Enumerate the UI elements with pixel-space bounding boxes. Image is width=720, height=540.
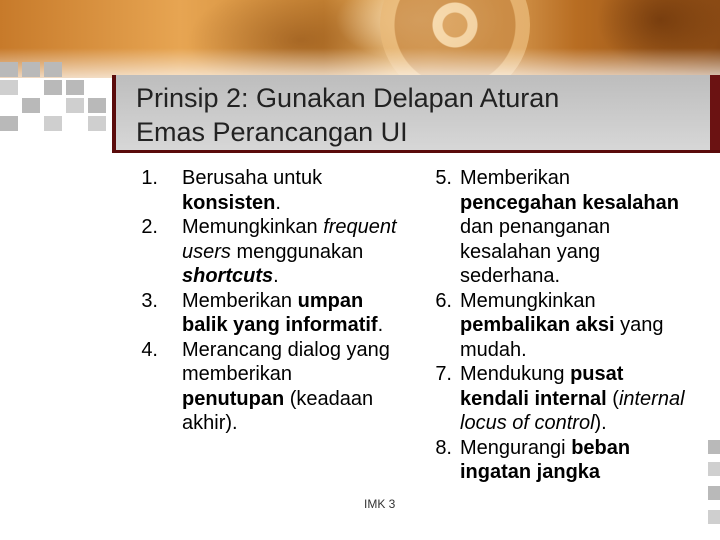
list-item-text: shortcuts xyxy=(182,265,274,287)
list-item-text: Mengurangi xyxy=(460,436,572,459)
list-item-text: Berusaha untuk xyxy=(182,167,323,189)
list-item-number: 5. xyxy=(435,167,452,189)
list-item-text: konsisten xyxy=(182,191,276,214)
list-item-text: . xyxy=(273,265,279,287)
list-item xyxy=(141,338,397,436)
decorative-squares-right xyxy=(700,440,720,540)
list-item-text: frequent users xyxy=(182,216,397,263)
list-item xyxy=(435,362,690,436)
list-item-text: Memungkinkan xyxy=(460,289,596,312)
list-item-text: (keadaan akhir). xyxy=(182,387,374,434)
list-item xyxy=(141,289,397,338)
list-item-text: ). xyxy=(594,412,607,434)
list-item-text: umpan balik yang informatif xyxy=(182,289,378,336)
list-item-text: yang mudah. xyxy=(460,314,664,361)
list-item-text: dan penanganan kesalahan yang sederhana. xyxy=(460,216,611,287)
list-item-number: 7. xyxy=(435,363,452,385)
decorative-squares-left xyxy=(0,62,112,142)
list-item xyxy=(141,215,397,289)
slide-title-line-2: Emas Perancangan UI xyxy=(136,117,408,147)
list-item-number: 3. xyxy=(141,289,158,312)
list-item-number: 6. xyxy=(435,289,452,312)
list-item-text: ( xyxy=(606,387,619,410)
list-item-text: Mendukung xyxy=(460,363,571,385)
list-item-text: Memungkinkan xyxy=(182,216,324,238)
footer-label: IMK 3 xyxy=(364,497,396,511)
list-item-number: 8. xyxy=(435,436,452,459)
title-underline xyxy=(112,150,720,153)
title-accent-bar xyxy=(710,75,720,153)
list-item-text: Memberikan xyxy=(460,167,571,189)
list-item-number: 4. xyxy=(141,338,158,361)
list-item-text: pembalikan aksi xyxy=(460,314,615,336)
list-item-text: pusat kendali internal xyxy=(460,363,624,410)
list-item-text: . xyxy=(377,314,384,336)
title-bar xyxy=(112,75,712,153)
list-item-text: internal locus of control xyxy=(460,387,685,434)
list-item xyxy=(435,166,690,289)
list-item-text: Memberikan xyxy=(182,289,298,312)
list-item-text: pencegahan kesalahan xyxy=(460,191,679,214)
principles-list-right xyxy=(435,166,690,485)
list-item-text: menggunakan xyxy=(230,240,364,263)
list-item-text: beban ingatan jangka xyxy=(460,436,631,483)
list-item-text: Merancang dialog yang memberikan xyxy=(182,338,390,385)
principles-list-left xyxy=(141,166,397,436)
list-item-text: . xyxy=(275,191,281,214)
list-item-text: penutupan xyxy=(182,387,285,410)
slide-title-line-1: Prinsip 2: Gunakan Delapan Aturan xyxy=(136,83,560,113)
list-item xyxy=(435,289,690,363)
list-item xyxy=(141,166,397,215)
list-item-number: 1. xyxy=(141,167,158,189)
list-item xyxy=(435,436,690,485)
slide-title xyxy=(136,81,559,149)
list-item-number: 2. xyxy=(141,216,158,238)
